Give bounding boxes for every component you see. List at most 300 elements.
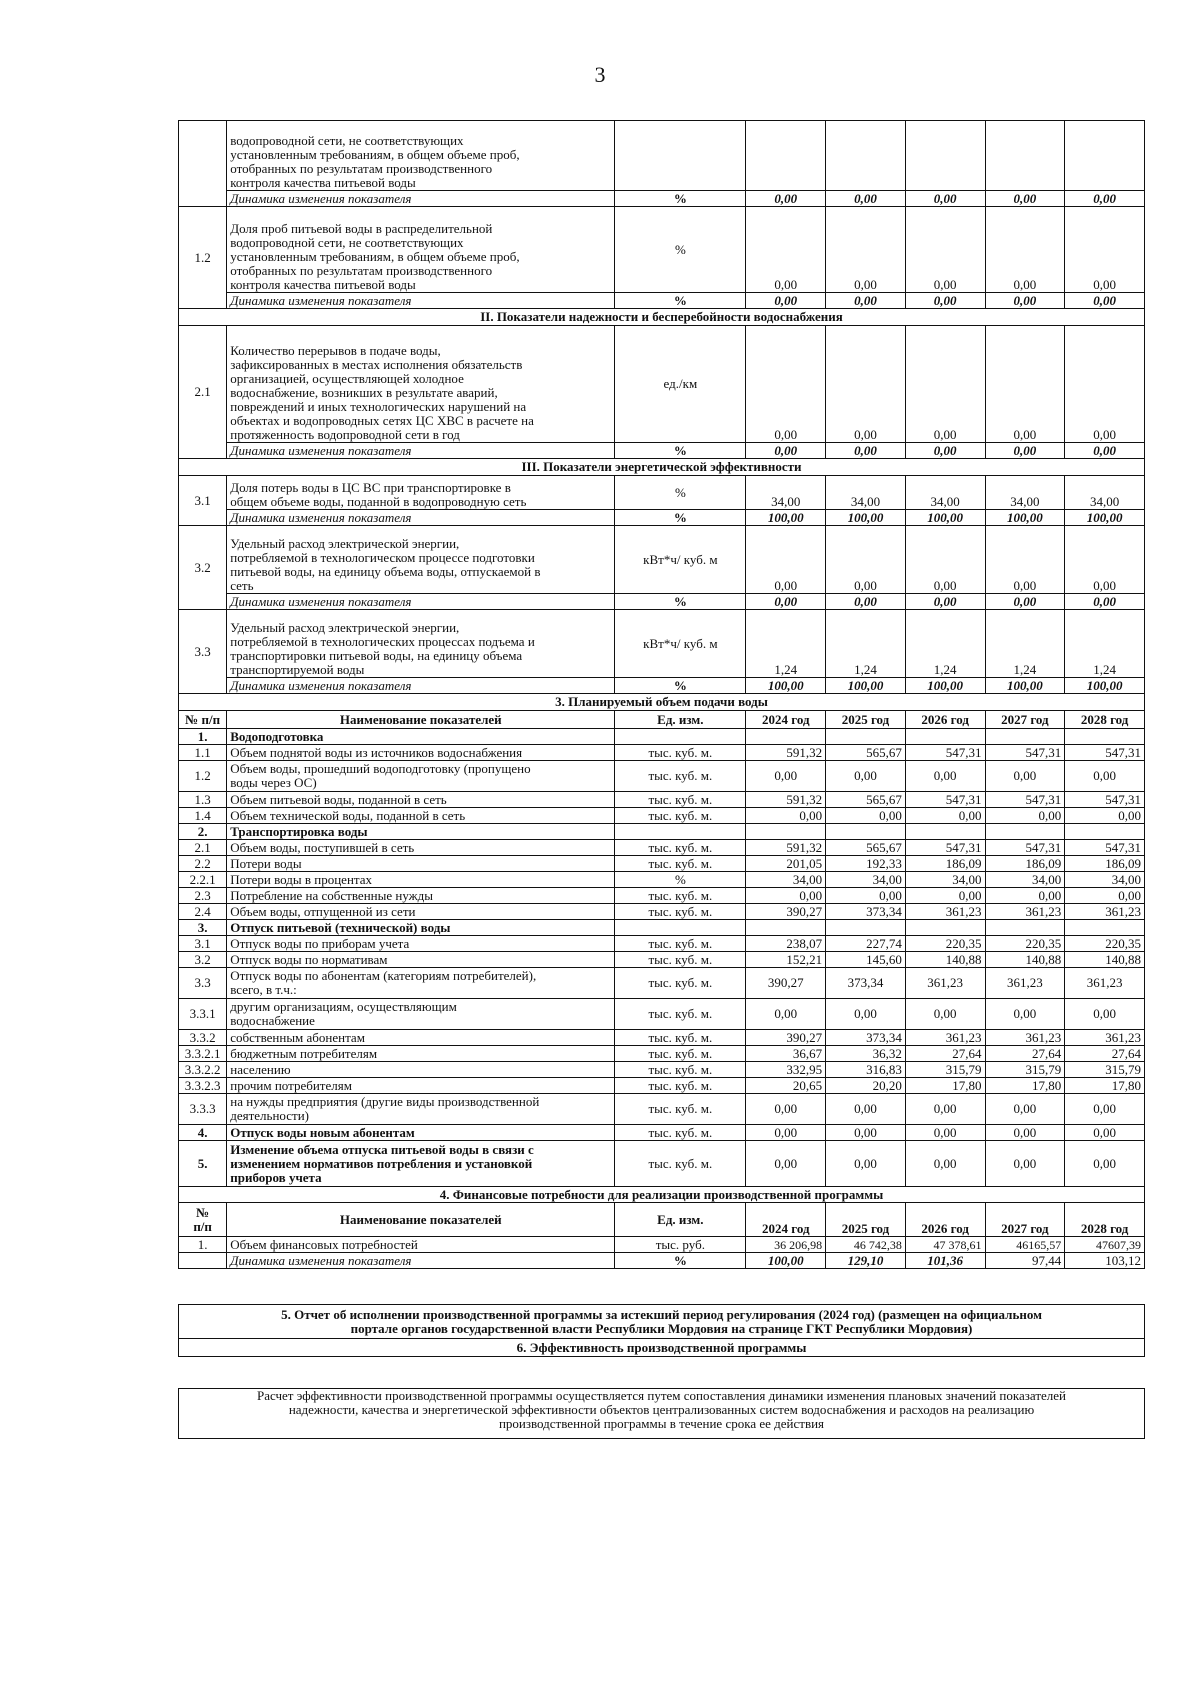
column-header: 2024 год — [746, 1203, 826, 1237]
row-number: 1. — [179, 729, 227, 745]
dynamics-value: 100,00 — [746, 1253, 826, 1269]
value-cell: 20,65 — [746, 1078, 826, 1094]
value-cell — [905, 121, 985, 191]
value-cell: 547,31 — [985, 745, 1065, 761]
value-cell: 315,79 — [905, 1062, 985, 1078]
column-header: 2028 год — [1065, 711, 1145, 729]
reliability-heading — [179, 309, 1145, 326]
value-cell — [905, 824, 985, 840]
dynamics-value: 0,00 — [1065, 191, 1145, 207]
indicator-label: собственным абонентам — [227, 1030, 615, 1046]
value-cell: 0,00 — [826, 888, 906, 904]
volume-row — [179, 920, 1145, 936]
unit-cell: тыс. куб. м. — [615, 745, 746, 761]
volume-row — [179, 824, 1145, 840]
value-cell: 0,00 — [826, 1141, 906, 1187]
value-cell: 547,31 — [1065, 840, 1145, 856]
column-header: 2026 год — [905, 1203, 985, 1237]
value-cell: 0,00 — [1065, 1094, 1145, 1125]
value-cell: 0,00 — [746, 999, 826, 1030]
value-cell — [826, 920, 906, 936]
indicator-label: Объем поднятой воды из источников водоснабжения — [227, 745, 615, 761]
dynamics-value: 100,00 — [905, 510, 985, 526]
report-text: 5. Отчет об исполнении производственной программы за истекший период регулирования (2024 год) (размещен на официальном портале органов государственной власти Республики Мордовия на странице ГКТ Республики Мордовия) — [179, 1305, 1145, 1339]
value-cell — [985, 920, 1065, 936]
dynamics-value: 100,00 — [985, 510, 1065, 526]
value-cell: 1,24 — [905, 610, 985, 678]
dynamics-value: 100,00 — [905, 678, 985, 694]
value-cell: 220,35 — [1065, 936, 1145, 952]
value-cell: 547,31 — [905, 792, 985, 808]
dynamics-value: 100,00 — [746, 678, 826, 694]
dynamics-value: 0,00 — [905, 594, 985, 610]
efficiency-text: Расчет эффективности производственной программы осуществляется путем сопоставления динамики изменения плановых значений показателей надежности, качества и энергетической эффективности объектов централизованных систем водоснабжения и расходов на реализацию производственной программы в течение срока ее действия — [179, 1389, 1145, 1439]
row-number: 2.1 — [179, 840, 227, 856]
value-cell: 0,00 — [826, 999, 906, 1030]
indicator-label: Потери воды — [227, 856, 615, 872]
indicator-label: Отпуск воды новым абонентам — [227, 1125, 615, 1141]
value-cell: 0,00 — [985, 761, 1065, 792]
finance-dynamics-row — [179, 1253, 1145, 1269]
value-cell: 0,00 — [746, 888, 826, 904]
indicator-label: Объем финансовых потребностей — [227, 1237, 615, 1253]
value-cell: 565,67 — [826, 745, 906, 761]
dynamics-value: 100,00 — [826, 678, 906, 694]
row-number: 3.1 — [179, 476, 227, 526]
value-cell: 0,00 — [1065, 808, 1145, 824]
dynamics-row — [179, 191, 1145, 207]
dynamics-row — [179, 678, 1145, 694]
row-number: 1.2 — [179, 207, 227, 309]
unit-cell: тыс. куб. м. — [615, 1125, 746, 1141]
indicator-label: прочим потребителям — [227, 1078, 615, 1094]
indicator-label: на нужды предприятия (другие виды производственной деятельности) — [227, 1094, 615, 1125]
value-cell: 361,23 — [1065, 1030, 1145, 1046]
value-cell: 36 206,98 — [746, 1237, 826, 1253]
value-cell: 34,00 — [905, 476, 985, 510]
dynamics-value: 0,00 — [905, 293, 985, 309]
value-cell: 361,23 — [905, 968, 985, 999]
value-cell: 34,00 — [746, 872, 826, 888]
column-header: № п/п — [179, 711, 227, 729]
unit-cell: % — [615, 872, 746, 888]
column-header: 2025 год — [826, 711, 906, 729]
dynamics-value: 100,00 — [1065, 510, 1145, 526]
dynamics-value: 103,12 — [1065, 1253, 1145, 1269]
value-cell: 186,09 — [905, 856, 985, 872]
volume-row — [179, 808, 1145, 824]
column-header: 2025 год — [826, 1203, 906, 1237]
value-cell: 1,24 — [985, 610, 1065, 678]
volume-row — [179, 1030, 1145, 1046]
value-cell: 361,23 — [985, 968, 1065, 999]
dynamics-value: 100,00 — [826, 510, 906, 526]
value-cell: 140,88 — [1065, 952, 1145, 968]
column-header: 2026 год — [905, 711, 985, 729]
value-cell: 0,00 — [985, 1141, 1065, 1187]
row-number: 2.4 — [179, 904, 227, 920]
value-cell — [746, 920, 826, 936]
indicator-label: Отпуск воды по нормативам — [227, 952, 615, 968]
value-cell: 547,31 — [985, 792, 1065, 808]
value-cell: 0,00 — [905, 1141, 985, 1187]
dynamics-value: 97,44 — [985, 1253, 1065, 1269]
column-header: Ед. изм. — [615, 711, 746, 729]
dynamics-value: 0,00 — [985, 594, 1065, 610]
volume-row — [179, 904, 1145, 920]
row-number: 2.1 — [179, 326, 227, 459]
dynamics-value: 100,00 — [1065, 678, 1145, 694]
value-cell: 186,09 — [985, 856, 1065, 872]
value-cell: 361,23 — [1065, 968, 1145, 999]
dynamics-unit: % — [615, 594, 746, 610]
dynamics-value: 0,00 — [985, 191, 1065, 207]
row-number: 1.3 — [179, 792, 227, 808]
dynamics-value: 0,00 — [1065, 443, 1145, 459]
column-header: Наименование показателей — [227, 711, 615, 729]
unit-cell — [615, 824, 746, 840]
value-cell: 0,00 — [905, 1125, 985, 1141]
value-cell — [1065, 121, 1145, 191]
row-number: 3.2 — [179, 952, 227, 968]
indicator-label: бюджетным потребителям — [227, 1046, 615, 1062]
dynamics-value: 0,00 — [1065, 293, 1145, 309]
dynamics-label: Динамика изменения показателя — [227, 293, 615, 309]
dynamics-value: 0,00 — [826, 191, 906, 207]
value-cell: 591,32 — [746, 792, 826, 808]
dynamics-value: 129,10 — [826, 1253, 906, 1269]
value-cell: 361,23 — [985, 1030, 1065, 1046]
value-cell — [1065, 729, 1145, 745]
value-cell — [746, 729, 826, 745]
value-cell: 0,00 — [826, 1125, 906, 1141]
value-cell: 0,00 — [985, 526, 1065, 594]
value-cell: 0,00 — [746, 808, 826, 824]
row-number: 2.2.1 — [179, 872, 227, 888]
unit-cell: тыс. куб. м. — [615, 1062, 746, 1078]
finance-row — [179, 1237, 1145, 1253]
finance-heading-label: 4. Финансовые потребности для реализации производственной программы — [179, 1187, 1145, 1203]
value-cell: 34,00 — [1065, 476, 1145, 510]
value-cell: 361,23 — [985, 904, 1065, 920]
value-cell: 591,32 — [746, 840, 826, 856]
row-number: 3.3 — [179, 610, 227, 694]
volume-row — [179, 872, 1145, 888]
value-cell: 27,64 — [985, 1046, 1065, 1062]
value-cell: 17,80 — [985, 1078, 1065, 1094]
row-number — [179, 121, 227, 207]
reliability-heading-label: II. Показатели надежности и бесперебойности водоснабжения — [179, 309, 1145, 326]
row-number: 1.2 — [179, 761, 227, 792]
unit-cell: тыс. куб. м. — [615, 1030, 746, 1046]
value-cell: 0,00 — [905, 1094, 985, 1125]
value-cell: 316,83 — [826, 1062, 906, 1078]
row-number: 3.3 — [179, 968, 227, 999]
value-cell: 390,27 — [746, 904, 826, 920]
unit-cell: тыс. куб. м. — [615, 952, 746, 968]
indicator-row — [179, 610, 1145, 678]
value-cell: 390,27 — [746, 1030, 826, 1046]
value-cell: 0,00 — [826, 761, 906, 792]
dynamics-unit: % — [615, 1253, 746, 1269]
volume-row — [179, 1046, 1145, 1062]
column-header: 2027 год — [985, 1203, 1065, 1237]
indicator-label: Объем технической воды, поданной в сеть — [227, 808, 615, 824]
value-cell: 0,00 — [746, 761, 826, 792]
indicator-label: Изменение объема отпуска питьевой воды в связи с изменением нормативов потребления и установкой приборов учета — [227, 1141, 615, 1187]
dynamics-unit: % — [615, 293, 746, 309]
value-cell: 390,27 — [746, 968, 826, 999]
value-cell — [826, 121, 906, 191]
dynamics-unit: % — [615, 443, 746, 459]
value-cell: 0,00 — [985, 1094, 1065, 1125]
dynamics-value: 0,00 — [905, 443, 985, 459]
row-number: 3.3.2 — [179, 1030, 227, 1046]
value-cell: 47607,39 — [1065, 1237, 1145, 1253]
unit-cell: тыс. куб. м. — [615, 856, 746, 872]
row-number: 5. — [179, 1141, 227, 1187]
value-cell — [985, 121, 1065, 191]
dynamics-label: Динамика изменения показателя — [227, 191, 615, 207]
indicator-label: Удельный расход электрической энергии, потребляемой в технологическом процессе подготовки питьевой воды, на единицу объема воды, отпускаемой в сеть — [227, 526, 615, 594]
value-cell: 1,24 — [746, 610, 826, 678]
indicators-table — [178, 120, 1145, 1269]
dynamics-value: 100,00 — [746, 510, 826, 526]
value-cell — [1065, 824, 1145, 840]
value-cell: 220,35 — [905, 936, 985, 952]
dynamics-unit: % — [615, 678, 746, 694]
value-cell: 0,00 — [826, 526, 906, 594]
dynamics-value: 0,00 — [746, 443, 826, 459]
value-cell: 0,00 — [1065, 326, 1145, 443]
value-cell: 36,32 — [826, 1046, 906, 1062]
value-cell: 0,00 — [985, 999, 1065, 1030]
dynamics-value: 0,00 — [746, 293, 826, 309]
value-cell: 373,34 — [826, 968, 906, 999]
value-cell: 17,80 — [905, 1078, 985, 1094]
volume-row — [179, 888, 1145, 904]
value-cell: 34,00 — [985, 872, 1065, 888]
value-cell: 27,64 — [1065, 1046, 1145, 1062]
unit-cell: тыс. куб. м. — [615, 1078, 746, 1094]
volume-row — [179, 1141, 1145, 1187]
value-cell: 201,05 — [746, 856, 826, 872]
unit-cell: тыс. куб. м. — [615, 840, 746, 856]
row-number: 2.2 — [179, 856, 227, 872]
dynamics-value: 0,00 — [826, 293, 906, 309]
unit-cell: тыс. куб. м. — [615, 999, 746, 1030]
dynamics-value: 100,00 — [985, 678, 1065, 694]
volume-row — [179, 1125, 1145, 1141]
value-cell: 238,07 — [746, 936, 826, 952]
unit-cell: тыс. куб. м. — [615, 808, 746, 824]
indicator-label: Объем воды, поступившей в сеть — [227, 840, 615, 856]
value-cell: 0,00 — [985, 1125, 1065, 1141]
value-cell — [746, 121, 826, 191]
value-cell: 0,00 — [1065, 207, 1145, 293]
dynamics-unit: % — [615, 191, 746, 207]
dynamics-value: 101,36 — [905, 1253, 985, 1269]
indicator-label: Водоподготовка — [227, 729, 615, 745]
value-cell: 547,31 — [905, 745, 985, 761]
value-cell: 373,34 — [826, 1030, 906, 1046]
unit-cell: тыс. руб. — [615, 1237, 746, 1253]
indicator-label: населению — [227, 1062, 615, 1078]
value-cell: 0,00 — [746, 526, 826, 594]
column-header: 2028 год — [1065, 1203, 1145, 1237]
unit-cell: тыс. куб. м. — [615, 1094, 746, 1125]
value-cell: 20,20 — [826, 1078, 906, 1094]
indicator-label: Количество перерывов в подаче воды, зафиксированных в местах исполнения обязательств организацией, осуществляющей холодное водоснабжение, возникших в результате аварий, повреждений и иных технологических нарушений на объектах и водопроводных сетях ЦС ХВС в расчете на протяженность водопроводной сети в год — [227, 326, 615, 443]
value-cell: 591,32 — [746, 745, 826, 761]
value-cell: 36,67 — [746, 1046, 826, 1062]
indicator-label: Объем питьевой воды, поданной в сеть — [227, 792, 615, 808]
value-cell: 34,00 — [1065, 872, 1145, 888]
volume-row — [179, 999, 1145, 1030]
indicator-label: Отпуск воды по абонентам (категориям потребителей), всего, в т.ч.: — [227, 968, 615, 999]
value-cell: 0,00 — [905, 808, 985, 824]
volume-row — [179, 968, 1145, 999]
row-number: 3.3.3 — [179, 1094, 227, 1125]
indicator-label: Доля потерь воды в ЦС ВС при транспортировке в общем объеме воды, поданной в водопроводную сеть — [227, 476, 615, 510]
value-cell: 361,23 — [905, 1030, 985, 1046]
volume-row — [179, 729, 1145, 745]
volume-row — [179, 761, 1145, 792]
indicator-row — [179, 326, 1145, 443]
dynamics-value: 0,00 — [905, 191, 985, 207]
finance-header-row — [179, 1203, 1145, 1237]
volume-row — [179, 1062, 1145, 1078]
value-cell: 34,00 — [905, 872, 985, 888]
dynamics-label: Динамика изменения показателя — [227, 443, 615, 459]
indicator-label: Потребление на собственные нужды — [227, 888, 615, 904]
unit-cell: тыс. куб. м. — [615, 888, 746, 904]
volume-header-row — [179, 711, 1145, 729]
row-number-empty — [179, 1253, 227, 1269]
energy-heading-label: III. Показатели энергетической эффективности — [179, 459, 1145, 476]
unit-cell — [615, 121, 746, 191]
value-cell: 0,00 — [905, 999, 985, 1030]
value-cell: 315,79 — [985, 1062, 1065, 1078]
indicator-label: Доля проб питьевой воды в распределительной водопроводной сети, не соответствующих установленным требованиям, в общем объеме проб, отобранных по результатам производственного контроля качества питьевой воды — [227, 207, 615, 293]
value-cell — [905, 920, 985, 936]
value-cell: 46165,57 — [985, 1237, 1065, 1253]
page-number: 3 — [594, 62, 606, 87]
value-cell: 0,00 — [1065, 761, 1145, 792]
value-cell: 140,88 — [905, 952, 985, 968]
value-cell: 1,24 — [826, 610, 906, 678]
row-number: 1. — [179, 1237, 227, 1253]
value-cell: 0,00 — [905, 207, 985, 293]
row-number: 3.3.1 — [179, 999, 227, 1030]
value-cell — [1065, 920, 1145, 936]
row-number: 3.3.2.3 — [179, 1078, 227, 1094]
unit-cell: тыс. куб. м. — [615, 1141, 746, 1187]
value-cell: 547,31 — [1065, 792, 1145, 808]
value-cell — [905, 729, 985, 745]
indicator-label: Объем воды, прошедший водоподготовку (пропущено воды через ОС) — [227, 761, 615, 792]
volume-row — [179, 1078, 1145, 1094]
unit-cell: ед./км — [615, 326, 746, 443]
value-cell — [985, 824, 1065, 840]
dynamics-value: 0,00 — [985, 443, 1065, 459]
value-cell: 315,79 — [1065, 1062, 1145, 1078]
value-cell: 0,00 — [985, 888, 1065, 904]
unit-cell: тыс. куб. м. — [615, 936, 746, 952]
efficiency-heading: 6. Эффективность производственной программы — [179, 1339, 1145, 1357]
value-cell: 152,21 — [746, 952, 826, 968]
column-header: № п/п — [179, 1203, 227, 1237]
value-cell: 373,34 — [826, 904, 906, 920]
value-cell: 361,23 — [905, 904, 985, 920]
row-number: 3.3.2.2 — [179, 1062, 227, 1078]
value-cell: 0,00 — [985, 808, 1065, 824]
volume-row — [179, 936, 1145, 952]
unit-cell: кВт*ч/ куб. м — [615, 610, 746, 678]
indicator-label: Отпуск питьевой (технической) воды — [227, 920, 615, 936]
dynamics-value: 0,00 — [826, 443, 906, 459]
dynamics-label: Динамика изменения показателя — [227, 510, 615, 526]
value-cell: 0,00 — [1065, 1125, 1145, 1141]
value-cell: 186,09 — [1065, 856, 1145, 872]
value-cell: 227,74 — [826, 936, 906, 952]
value-cell — [826, 824, 906, 840]
dynamics-value: 0,00 — [746, 594, 826, 610]
indicator-label: Отпуск воды по приборам учета — [227, 936, 615, 952]
unit-cell: кВт*ч/ куб. м — [615, 526, 746, 594]
value-cell — [826, 729, 906, 745]
dynamics-label: Динамика изменения показателя — [227, 678, 615, 694]
value-cell: 0,00 — [746, 326, 826, 443]
value-cell: 0,00 — [985, 326, 1065, 443]
row-number: 2.3 — [179, 888, 227, 904]
value-cell: 1,24 — [1065, 610, 1145, 678]
value-cell: 140,88 — [985, 952, 1065, 968]
volume-heading-label: 3. Планируемый объем подачи воды — [179, 694, 1145, 711]
value-cell — [985, 729, 1065, 745]
row-number: 3.2 — [179, 526, 227, 610]
dynamics-row — [179, 443, 1145, 459]
row-number: 3.1 — [179, 936, 227, 952]
value-cell: 47 378,61 — [905, 1237, 985, 1253]
report-table — [178, 1304, 1145, 1357]
row-number: 1.1 — [179, 745, 227, 761]
value-cell: 34,00 — [746, 476, 826, 510]
row-number: 2. — [179, 824, 227, 840]
unit-cell: % — [615, 476, 746, 510]
value-cell: 34,00 — [826, 872, 906, 888]
value-cell: 332,95 — [746, 1062, 826, 1078]
indicator-row — [179, 476, 1145, 510]
value-cell: 547,31 — [985, 840, 1065, 856]
volume-row — [179, 952, 1145, 968]
value-cell: 361,23 — [1065, 904, 1145, 920]
unit-cell: тыс. куб. м. — [615, 904, 746, 920]
indicator-label: Объем воды, отпущенной из сети — [227, 904, 615, 920]
dynamics-value: 0,00 — [985, 293, 1065, 309]
indicator-label: Потери воды в процентах — [227, 872, 615, 888]
column-header: Наименование показателей — [227, 1203, 615, 1237]
value-cell: 0,00 — [1065, 999, 1145, 1030]
value-cell: 0,00 — [746, 1125, 826, 1141]
dynamics-label: Динамика изменения показателя — [227, 1253, 615, 1269]
value-cell: 0,00 — [826, 1094, 906, 1125]
dynamics-label: Динамика изменения показателя — [227, 594, 615, 610]
value-cell: 145,60 — [826, 952, 906, 968]
value-cell: 34,00 — [826, 476, 906, 510]
dynamics-value: 0,00 — [1065, 594, 1145, 610]
column-header: 2027 год — [985, 711, 1065, 729]
